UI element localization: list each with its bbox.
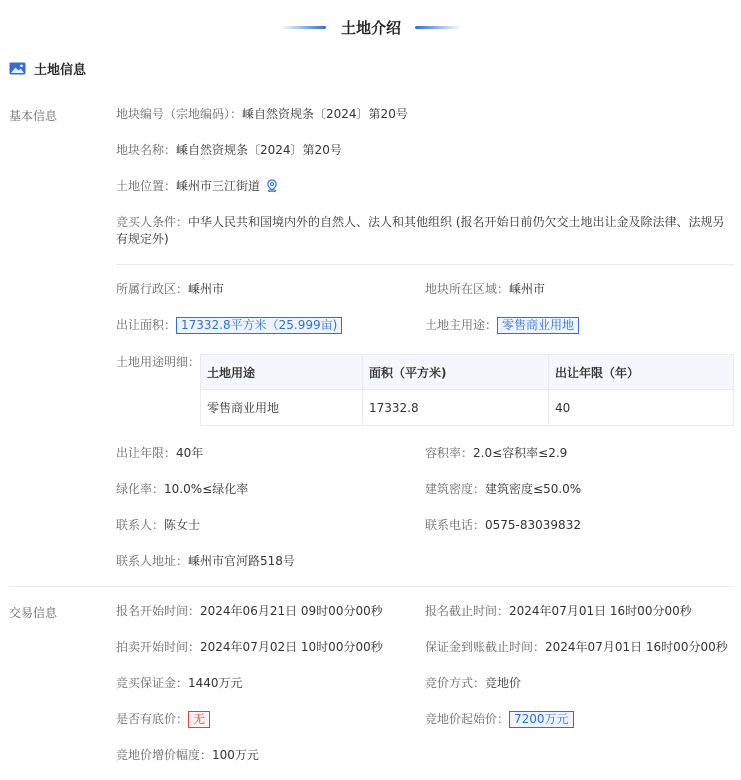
address-label: 联系人地址：: [116, 554, 189, 568]
phone-row: [425, 517, 581, 534]
plot-region-row: [425, 281, 545, 298]
contact-row: [116, 517, 200, 534]
start-price-row: [425, 711, 574, 728]
table-cell: 40: [549, 390, 734, 426]
term-value: 40年: [176, 446, 204, 460]
phone-label: 联系电话：: [425, 518, 486, 532]
increment-label: 竞地价增价幅度：: [116, 748, 213, 762]
auction-start-label: 拍卖开始时间：: [116, 640, 201, 654]
contact-label: 联系人：: [116, 518, 165, 532]
reg-start-row: [116, 603, 383, 620]
bid-method-row: [425, 675, 521, 692]
use-detail-label-text: 土地用途明细：: [116, 355, 201, 369]
admin-region-row: [116, 281, 224, 298]
area-tag: 17332.8平方米（25.999亩): [176, 317, 342, 334]
phone-value: 0575-83039832: [485, 518, 581, 532]
start-price-label: 竞地价起始价：: [425, 712, 510, 726]
term-label: 出让年限：: [116, 446, 177, 460]
admin-region-label: 所属行政区：: [116, 282, 189, 296]
main-use-tag: 零售商业用地: [497, 317, 579, 334]
section-title-label: 土地信息: [34, 62, 87, 78]
building-density-label: 建筑密度：: [425, 482, 486, 496]
table-header-cell: 土地用途: [201, 355, 363, 390]
table-header-row: [201, 355, 734, 390]
bidder-conditions-row: [116, 214, 736, 248]
increment-row: [116, 747, 259, 764]
location-label: 土地位置：: [116, 179, 177, 193]
plot-region-label: 地块所在区域：: [425, 282, 510, 296]
deposit-deadline-label: 保证金到账截止时间：: [425, 640, 546, 654]
landscape-image-icon: [9, 62, 26, 75]
plot-code-row: [116, 106, 408, 123]
page-title: 土地介绍: [340, 19, 401, 37]
deposit-label: 竞买保证金：: [116, 676, 189, 690]
plot-region-value: 嵊州市: [509, 282, 546, 296]
divider: [116, 264, 734, 265]
plot-name-value: 嵊自然资规条〔2024〕第20号: [176, 143, 342, 157]
area-label: 出让面积：: [116, 318, 177, 332]
term-row: [116, 445, 203, 462]
start-price-tag: 7200万元: [509, 711, 574, 728]
land-use-table: [200, 354, 734, 426]
header-decor-right: [415, 26, 461, 29]
reserve-label: 是否有底价：: [116, 712, 189, 726]
bid-method-label: 竞价方式：: [425, 676, 486, 690]
green-ratio-label: 绿化率：: [116, 482, 165, 496]
section-title: [9, 58, 86, 78]
reserve-tag: 无: [188, 711, 210, 728]
reg-end-value: 2024年07月01日 16时00分00秒: [509, 604, 692, 618]
location-value: 嵊州市三江街道: [176, 179, 261, 193]
deposit-deadline-value: 2024年07月01日 16时00分00秒: [545, 640, 728, 654]
table-header-cell: 面积（平方米): [363, 355, 549, 390]
use-detail-label: [116, 354, 200, 371]
bidder-conditions-label: 竞买人条件：: [116, 215, 189, 229]
deposit-value: 1440万元: [188, 676, 243, 690]
plot-ratio-value: 2.0≤容积率≤2.9: [473, 446, 568, 460]
page-header: [0, 14, 741, 40]
trade-group-label: 交易信息: [9, 606, 58, 620]
plot-name-label: 地块名称：: [116, 143, 177, 157]
reg-start-label: 报名开始时间：: [116, 604, 201, 618]
auction-start-value: 2024年07月02日 10时00分00秒: [200, 640, 383, 654]
bidder-conditions-value: 中华人民共和国境内外的自然人、法人和其他组织 (报名开始日前仍欠交土地出让金及除法律、法规另有规定外): [116, 215, 725, 246]
building-density-row: [425, 481, 581, 498]
plot-code-label: 地块编号（宗地编码）：: [116, 107, 243, 121]
auction-start-row: [116, 639, 383, 656]
contact-value: 陈女士: [164, 518, 201, 532]
bid-method-value: 竞地价: [485, 676, 522, 690]
building-density-value: 建筑密度≤50.0%: [485, 482, 582, 496]
main-use-row: [425, 317, 579, 334]
table-cell: 17332.8: [363, 390, 549, 426]
reg-end-row: [425, 603, 692, 620]
reg-end-label: 报名截止时间：: [425, 604, 510, 618]
plot-name-row: [116, 142, 342, 159]
admin-region-value: 嵊州市: [188, 282, 225, 296]
group-divider: [9, 586, 734, 587]
green-ratio-value: 10.0%≤绿化率: [164, 482, 249, 496]
main-use-label: 土地主用途：: [425, 318, 498, 332]
area-row: [116, 317, 342, 334]
location-row: [116, 178, 278, 195]
header-decor-left: [280, 26, 326, 29]
reg-start-value: 2024年06月21日 09时00分00秒: [200, 604, 383, 618]
plot-ratio-label: 容积率：: [425, 446, 474, 460]
reserve-row: [116, 711, 210, 728]
address-value: 嵊州市官河路518号: [188, 554, 295, 568]
table-cell: 零售商业用地: [201, 390, 363, 426]
increment-value: 100万元: [212, 748, 259, 762]
deposit-row: [116, 675, 243, 692]
basic-group-label: 基本信息: [9, 109, 58, 123]
address-row: [116, 553, 295, 570]
plot-ratio-row: [425, 445, 567, 462]
deposit-deadline-row: [425, 639, 728, 656]
table-row: [201, 390, 734, 426]
table-header-cell: 出让年限（年）: [549, 355, 734, 390]
plot-code-value: 嵊自然资规条〔2024〕第20号: [242, 107, 408, 121]
map-pin-icon[interactable]: [266, 179, 278, 192]
green-ratio-row: [116, 481, 248, 498]
